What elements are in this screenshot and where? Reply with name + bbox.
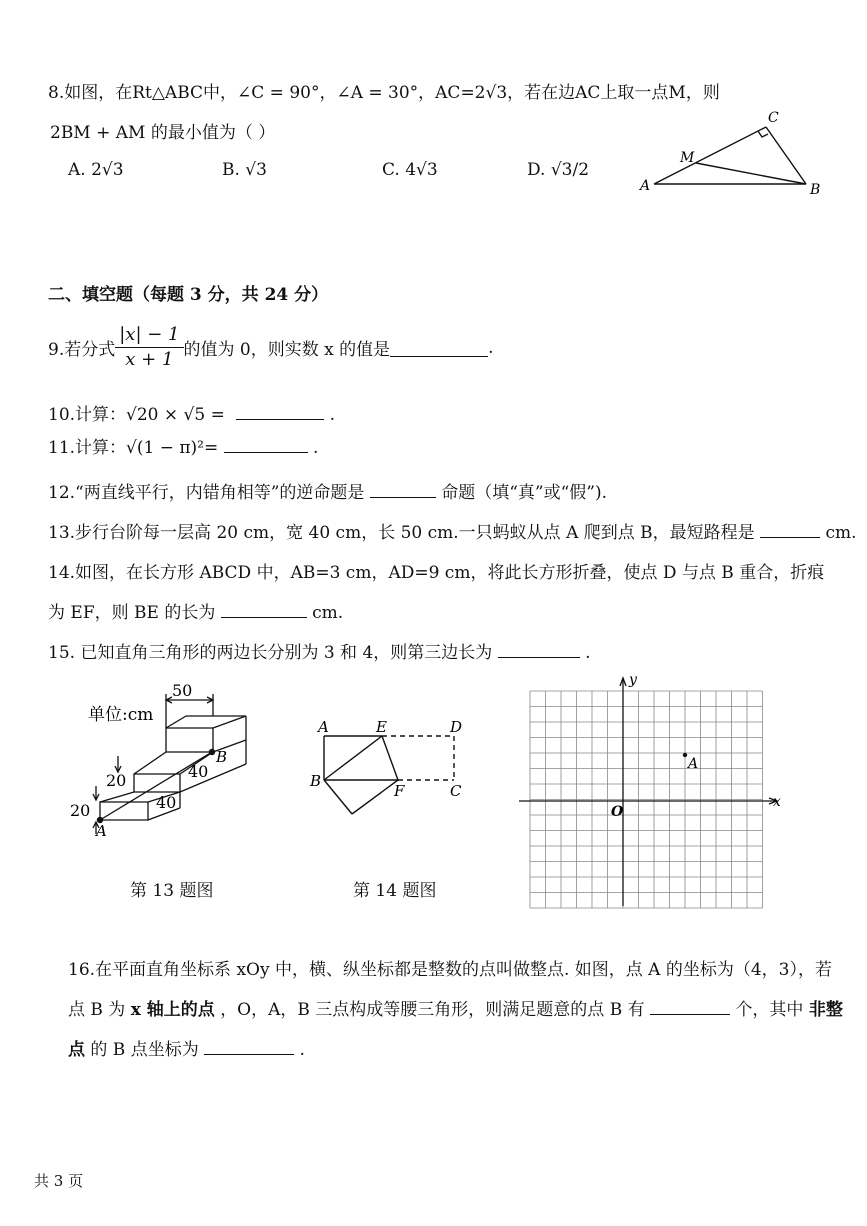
q13 [48,518,857,543]
fig13-label-40-lower: 40 [156,793,177,812]
q15-prefix: 15. 已知直角三角形的两边长分别为 3 和 4，则第三边长为 [48,643,493,663]
fig13-caption: 第 13 题图 [130,881,214,901]
fig13-label-20-upper: 20 [106,771,127,790]
q9-denominator: x + 1 [125,349,174,370]
q16-count-blank[interactable] [650,996,730,1015]
fig14-label-b: B [310,772,322,790]
grid-y-label: y [629,672,637,688]
q15-answer-blank[interactable] [498,639,580,658]
q15-end: . [585,643,591,663]
q9-numerator: |x| − 1 [115,323,183,348]
q12-suffix: 命题（填“真”或“假”). [441,483,608,503]
q12 [48,478,607,503]
q16-coord-blank[interactable] [204,1036,294,1055]
q9-end: . [488,337,494,358]
fig14-label-f: F [394,782,405,800]
page-footer: 共 3 页 [34,1172,84,1190]
q16-line2-bold2: 非整 [808,1000,843,1020]
q14-line1: 14.如图，在长方形 ABCD 中，AB=3 cm，AD=9 cm，将此长方形折叠，使点 D 与点 B 重合，折痕 [48,563,825,583]
q8-option-c: C. 4√3 [382,160,438,180]
q14-line2 [48,598,343,623]
q16-coordinate-grid [515,672,790,912]
q16-line2-bold: x 轴上的点 [130,1000,215,1020]
q9-prefix: 9.若分式 [48,340,116,360]
fig13-label-a: A [96,822,107,840]
q8-label-m: M [680,150,695,166]
q8-label-b: B [810,182,821,198]
q15 [48,638,591,663]
q8-triangle-figure [630,100,830,200]
q16-line2-b: ，O，A，B 三点构成等腰三角形，则满足题意的点 B 有 [220,1000,645,1020]
q13-suffix: cm. [825,523,857,543]
q9-suffix: 的值为 0，则实数 x 的值是 [183,340,391,360]
q12-prefix: 12.“两直线平行，内错角相等”的逆命题是 [48,483,365,503]
fig13-point-b [209,749,215,755]
q16-line3-a: 的 B 点坐标为 [90,1040,199,1060]
q13-prefix: 13.步行台阶每一层高 20 cm，宽 40 cm，长 50 cm.一只蚂蚁从点 A 爬到点 B，最短路程是 [48,523,755,543]
fig13-label-40-upper: 40 [188,762,209,781]
grid-origin-label: O [611,804,624,820]
q13-answer-blank[interactable] [760,519,820,538]
q16-end: . [299,1040,305,1060]
fig13-label-20-lower: 20 [70,801,91,820]
q8-label-a: A [640,178,651,194]
q11-text: 11.计算：√(1 − π)²= [48,438,219,458]
q10-answer-blank[interactable] [236,401,324,420]
q11-answer-blank[interactable] [224,434,308,453]
q11-end: . [313,438,319,458]
q9-fraction [115,323,183,372]
q16-line2-c: 个，其中 [735,1000,804,1020]
q12-answer-blank[interactable] [370,479,436,498]
q8-option-b: B. √3 [222,160,267,180]
q11 [48,433,318,458]
q14-line2-prefix: 为 EF，则 BE 的长为 [48,603,216,623]
fig13-unit: 单位:cm [88,705,154,725]
q10 [48,400,335,425]
grid-label-a: A [688,756,699,772]
fig14-rectangle-figure [300,710,480,830]
q9-answer-blank[interactable] [390,338,488,357]
fig14-label-e: E [376,718,387,736]
q16-line3-bold: 点 [68,1040,85,1060]
q16-line2-a: 点 B 为 [68,1000,126,1020]
fig13-label-b: B [216,748,228,766]
q8-option-a: A. 2√3 [68,160,124,180]
q14-answer-blank[interactable] [221,599,307,618]
q8-line1: 8.如图，在Rt△ABC中，∠C = 90°，∠A = 30°，AC=2√3，若在边AC上取一点M，则 [48,83,720,103]
q9 [48,323,494,372]
fig13-stairs-figure [60,682,275,852]
grid-point-a [683,753,687,757]
q10-text: 10.计算：√20 × √5 = [48,405,225,425]
grid-x-label: x [773,794,781,810]
fig13-label-50: 50 [172,682,193,700]
fig14-label-a: A [318,718,329,736]
q16-line2 [68,995,843,1020]
fig14-label-d: D [450,718,463,736]
q16-line3 [68,1035,305,1060]
q8-option-d: D. √3/2 [527,160,590,180]
q16-line1: 16.在平面直角坐标系 xOy 中，横、纵坐标都是整数的点叫做整点. 如图，点 A 的坐标为（4，3），若 [68,960,832,980]
q14-line2-suffix: cm. [312,603,344,623]
section-title: 二、填空题（每题 3 分，共 24 分） [48,285,329,305]
fig14-label-c: C [450,782,462,800]
fig14-caption: 第 14 题图 [353,881,437,901]
q8-label-c: C [768,110,779,126]
q10-end: . [329,405,336,425]
q8-line2: 2BM + AM 的最小值为（ ） [50,123,276,143]
